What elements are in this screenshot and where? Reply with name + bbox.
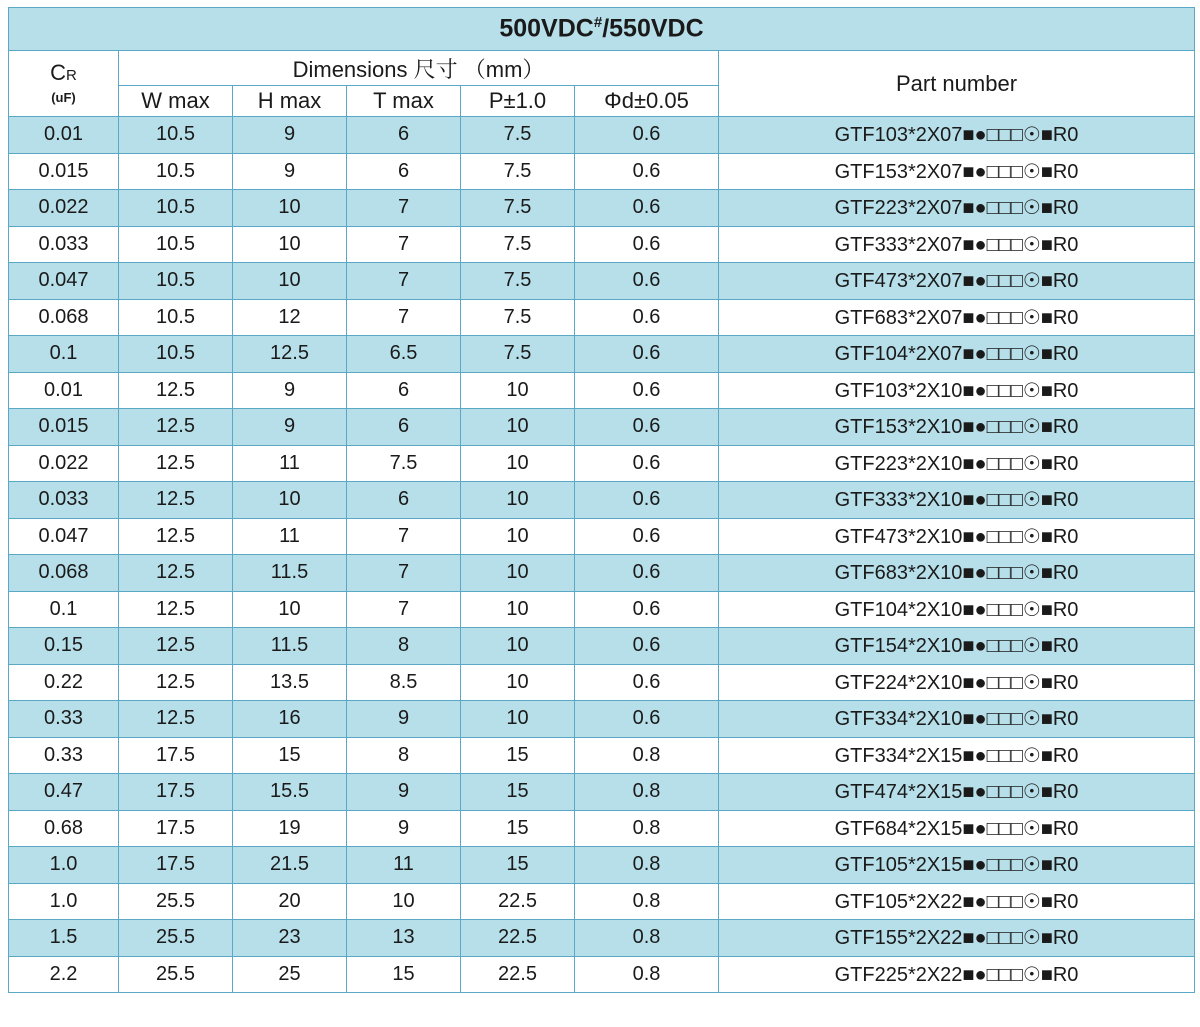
- lead-diameter-cell: 0.6: [575, 518, 719, 555]
- h-max-cell: 9: [233, 153, 347, 190]
- t-max-cell: 7: [347, 518, 461, 555]
- w-max-cell: 10.5: [119, 226, 233, 263]
- table-row: [9, 445, 1195, 482]
- pitch-cell: 15: [461, 774, 575, 811]
- pitch-cell: 7.5: [461, 117, 575, 154]
- lead-diameter-cell: 0.6: [575, 372, 719, 409]
- lead-diameter-cell: 0.8: [575, 956, 719, 993]
- part-number-cell: GTF104*2X10■●□□□☉■R0: [719, 591, 1195, 628]
- capacitance-cell: 1.0: [9, 883, 119, 920]
- capacitance-cell: 0.22: [9, 664, 119, 701]
- w-max-cell: 25.5: [119, 956, 233, 993]
- table-row: [9, 920, 1195, 957]
- t-max-cell: 9: [347, 774, 461, 811]
- lead-diameter-cell: 0.6: [575, 336, 719, 373]
- part-number-cell: GTF473*2X10■●□□□☉■R0: [719, 518, 1195, 555]
- w-max-cell: 17.5: [119, 737, 233, 774]
- t-max-cell: 9: [347, 810, 461, 847]
- t-max-cell: 15: [347, 956, 461, 993]
- table-row: [9, 153, 1195, 190]
- capacitance-cell: 0.15: [9, 628, 119, 665]
- w-max-cell: 12.5: [119, 664, 233, 701]
- h-max-cell: 9: [233, 372, 347, 409]
- lead-diameter-cell: 0.6: [575, 591, 719, 628]
- part-number-cell: GTF103*2X07■●□□□☉■R0: [719, 117, 1195, 154]
- capacitance-cell: 0.01: [9, 372, 119, 409]
- table-row: [9, 737, 1195, 774]
- part-number-cell: GTF223*2X07■●□□□☉■R0: [719, 190, 1195, 227]
- h-max-cell: 9: [233, 117, 347, 154]
- table-row: [9, 847, 1195, 884]
- lead-diameter-cell: 0.8: [575, 810, 719, 847]
- h-max-cell: 15: [233, 737, 347, 774]
- table-row: [9, 263, 1195, 300]
- pitch-cell: 10: [461, 518, 575, 555]
- capacitance-cell: 0.068: [9, 299, 119, 336]
- capacitance-cell: 2.2: [9, 956, 119, 993]
- t-max-cell: 8: [347, 628, 461, 665]
- capacitance-cell: 0.33: [9, 701, 119, 738]
- t-max-header: T max: [347, 86, 461, 117]
- w-max-cell: 10.5: [119, 117, 233, 154]
- pitch-cell: 10: [461, 591, 575, 628]
- part-number-cell: GTF224*2X10■●□□□☉■R0: [719, 664, 1195, 701]
- pitch-cell: 10: [461, 372, 575, 409]
- table-row: [9, 482, 1195, 519]
- h-max-cell: 10: [233, 482, 347, 519]
- part-number-cell: GTF155*2X22■●□□□☉■R0: [719, 920, 1195, 957]
- table-row: [9, 591, 1195, 628]
- capacitance-cell: 0.68: [9, 810, 119, 847]
- capacitance-cell: 1.5: [9, 920, 119, 957]
- w-max-cell: 12.5: [119, 555, 233, 592]
- w-max-cell: 12.5: [119, 445, 233, 482]
- capacitance-cell: 0.47: [9, 774, 119, 811]
- h-max-cell: 16: [233, 701, 347, 738]
- part-number-cell: GTF105*2X15■●□□□☉■R0: [719, 847, 1195, 884]
- pitch-cell: 10: [461, 482, 575, 519]
- w-max-cell: 10.5: [119, 153, 233, 190]
- lead-diameter-cell: 0.8: [575, 774, 719, 811]
- part-number-cell: GTF103*2X10■●□□□☉■R0: [719, 372, 1195, 409]
- t-max-cell: 6: [347, 372, 461, 409]
- lead-diameter-header: Φd±0.05: [575, 86, 719, 117]
- h-max-cell: 10: [233, 226, 347, 263]
- h-max-cell: 12: [233, 299, 347, 336]
- t-max-cell: 7.5: [347, 445, 461, 482]
- h-max-cell: 11: [233, 518, 347, 555]
- t-max-cell: 7: [347, 263, 461, 300]
- h-max-cell: 11.5: [233, 628, 347, 665]
- pitch-cell: 7.5: [461, 299, 575, 336]
- lead-diameter-cell: 0.6: [575, 226, 719, 263]
- table-body: [9, 117, 1195, 993]
- h-max-header: H max: [233, 86, 347, 117]
- capacitance-cell: 0.33: [9, 737, 119, 774]
- capacitance-header: CR (uF): [9, 51, 119, 117]
- pitch-cell: 7.5: [461, 263, 575, 300]
- part-number-cell: GTF473*2X07■●□□□☉■R0: [719, 263, 1195, 300]
- part-number-cell: GTF154*2X10■●□□□☉■R0: [719, 628, 1195, 665]
- lead-diameter-cell: 0.6: [575, 263, 719, 300]
- dimensions-header: Dimensions 尺寸 （mm）: [119, 51, 719, 86]
- w-max-cell: 12.5: [119, 409, 233, 446]
- pitch-cell: 10: [461, 409, 575, 446]
- table-title: 500VDC#/550VDC: [9, 8, 1195, 51]
- part-number-cell: GTF474*2X15■●□□□☉■R0: [719, 774, 1195, 811]
- capacitance-cell: 0.015: [9, 153, 119, 190]
- lead-diameter-cell: 0.6: [575, 445, 719, 482]
- part-number-cell: GTF684*2X15■●□□□☉■R0: [719, 810, 1195, 847]
- capacitance-unit: (uF): [51, 90, 76, 106]
- part-number-cell: GTF225*2X22■●□□□☉■R0: [719, 956, 1195, 993]
- t-max-cell: 11: [347, 847, 461, 884]
- h-max-cell: 10: [233, 263, 347, 300]
- lead-diameter-cell: 0.6: [575, 190, 719, 227]
- capacitance-cell: 0.015: [9, 409, 119, 446]
- capacitance-cell: 0.1: [9, 591, 119, 628]
- h-max-cell: 23: [233, 920, 347, 957]
- lead-diameter-cell: 0.6: [575, 482, 719, 519]
- table-row: [9, 336, 1195, 373]
- w-max-cell: 10.5: [119, 299, 233, 336]
- t-max-cell: 8: [347, 737, 461, 774]
- t-max-cell: 9: [347, 701, 461, 738]
- capacitance-cell: 0.068: [9, 555, 119, 592]
- t-max-cell: 6: [347, 409, 461, 446]
- lead-diameter-cell: 0.8: [575, 847, 719, 884]
- w-max-cell: 12.5: [119, 701, 233, 738]
- t-max-cell: 6.5: [347, 336, 461, 373]
- table-row: [9, 956, 1195, 993]
- t-max-cell: 7: [347, 299, 461, 336]
- pitch-cell: 10: [461, 664, 575, 701]
- part-number-cell: GTF333*2X07■●□□□☉■R0: [719, 226, 1195, 263]
- t-max-cell: 7: [347, 226, 461, 263]
- table-row: [9, 774, 1195, 811]
- h-max-cell: 9: [233, 409, 347, 446]
- t-max-cell: 7: [347, 591, 461, 628]
- table-row: [9, 883, 1195, 920]
- part-number-cell: GTF153*2X07■●□□□☉■R0: [719, 153, 1195, 190]
- pitch-cell: 22.5: [461, 883, 575, 920]
- pitch-header: P±1.0: [461, 86, 575, 117]
- w-max-cell: 10.5: [119, 190, 233, 227]
- part-number-cell: GTF683*2X10■●□□□☉■R0: [719, 555, 1195, 592]
- lead-diameter-cell: 0.6: [575, 664, 719, 701]
- w-max-cell: 12.5: [119, 482, 233, 519]
- t-max-cell: 7: [347, 190, 461, 227]
- capacitance-cell: 0.033: [9, 482, 119, 519]
- part-number-header: Part number: [719, 51, 1195, 117]
- w-max-header: W max: [119, 86, 233, 117]
- part-number-cell: GTF153*2X10■●□□□☉■R0: [719, 409, 1195, 446]
- part-number-cell: GTF683*2X07■●□□□☉■R0: [719, 299, 1195, 336]
- table-row: [9, 299, 1195, 336]
- lead-diameter-cell: 0.6: [575, 409, 719, 446]
- part-number-cell: GTF105*2X22■●□□□☉■R0: [719, 883, 1195, 920]
- pitch-cell: 10: [461, 555, 575, 592]
- lead-diameter-cell: 0.6: [575, 555, 719, 592]
- capacitance-cell: 0.022: [9, 190, 119, 227]
- lead-diameter-cell: 0.6: [575, 628, 719, 665]
- table-row: [9, 226, 1195, 263]
- table-row: [9, 555, 1195, 592]
- w-max-cell: 25.5: [119, 920, 233, 957]
- w-max-cell: 12.5: [119, 628, 233, 665]
- lead-diameter-cell: 0.6: [575, 701, 719, 738]
- w-max-cell: 12.5: [119, 372, 233, 409]
- h-max-cell: 12.5: [233, 336, 347, 373]
- table-row: [9, 701, 1195, 738]
- capacitance-cell: 0.01: [9, 117, 119, 154]
- pitch-cell: 7.5: [461, 190, 575, 227]
- part-number-cell: GTF334*2X15■●□□□☉■R0: [719, 737, 1195, 774]
- pitch-cell: 10: [461, 628, 575, 665]
- capacitance-cell: 0.1: [9, 336, 119, 373]
- pitch-cell: 10: [461, 445, 575, 482]
- lead-diameter-cell: 0.6: [575, 117, 719, 154]
- w-max-cell: 12.5: [119, 591, 233, 628]
- h-max-cell: 20: [233, 883, 347, 920]
- table-row: [9, 190, 1195, 227]
- t-max-cell: 6: [347, 153, 461, 190]
- h-max-cell: 25: [233, 956, 347, 993]
- t-max-cell: 6: [347, 482, 461, 519]
- table-row: [9, 372, 1195, 409]
- pitch-cell: 15: [461, 737, 575, 774]
- h-max-cell: 11: [233, 445, 347, 482]
- capacitance-cell: 0.033: [9, 226, 119, 263]
- w-max-cell: 17.5: [119, 847, 233, 884]
- h-max-cell: 19: [233, 810, 347, 847]
- w-max-cell: 10.5: [119, 263, 233, 300]
- table-row: [9, 810, 1195, 847]
- h-max-cell: 10: [233, 591, 347, 628]
- t-max-cell: 6: [347, 117, 461, 154]
- t-max-cell: 8.5: [347, 664, 461, 701]
- w-max-cell: 10.5: [119, 336, 233, 373]
- t-max-cell: 13: [347, 920, 461, 957]
- capacitance-cell: 0.022: [9, 445, 119, 482]
- pitch-cell: 7.5: [461, 153, 575, 190]
- h-max-cell: 13.5: [233, 664, 347, 701]
- table-row: [9, 518, 1195, 555]
- lead-diameter-cell: 0.8: [575, 883, 719, 920]
- w-max-cell: 25.5: [119, 883, 233, 920]
- t-max-cell: 10: [347, 883, 461, 920]
- part-number-cell: GTF334*2X10■●□□□☉■R0: [719, 701, 1195, 738]
- capacitance-cell: 0.047: [9, 518, 119, 555]
- w-max-cell: 17.5: [119, 810, 233, 847]
- lead-diameter-cell: 0.6: [575, 299, 719, 336]
- pitch-cell: 15: [461, 847, 575, 884]
- h-max-cell: 21.5: [233, 847, 347, 884]
- part-number-cell: GTF104*2X07■●□□□☉■R0: [719, 336, 1195, 373]
- table-row: [9, 628, 1195, 665]
- part-number-cell: GTF223*2X10■●□□□☉■R0: [719, 445, 1195, 482]
- h-max-cell: 10: [233, 190, 347, 227]
- lead-diameter-cell: 0.6: [575, 153, 719, 190]
- w-max-cell: 12.5: [119, 518, 233, 555]
- h-max-cell: 15.5: [233, 774, 347, 811]
- w-max-cell: 17.5: [119, 774, 233, 811]
- table-row: [9, 117, 1195, 154]
- lead-diameter-cell: 0.8: [575, 737, 719, 774]
- table-row: [9, 409, 1195, 446]
- part-number-cell: GTF333*2X10■●□□□☉■R0: [719, 482, 1195, 519]
- capacitor-spec-table: [8, 7, 1195, 993]
- pitch-cell: 22.5: [461, 920, 575, 957]
- h-max-cell: 11.5: [233, 555, 347, 592]
- table-row: [9, 664, 1195, 701]
- spec-table-container: [8, 7, 1195, 993]
- pitch-cell: 15: [461, 810, 575, 847]
- capacitance-cell: 1.0: [9, 847, 119, 884]
- pitch-cell: 10: [461, 701, 575, 738]
- t-max-cell: 7: [347, 555, 461, 592]
- pitch-cell: 7.5: [461, 226, 575, 263]
- capacitance-cell: 0.047: [9, 263, 119, 300]
- pitch-cell: 22.5: [461, 956, 575, 993]
- pitch-cell: 7.5: [461, 336, 575, 373]
- lead-diameter-cell: 0.8: [575, 920, 719, 957]
